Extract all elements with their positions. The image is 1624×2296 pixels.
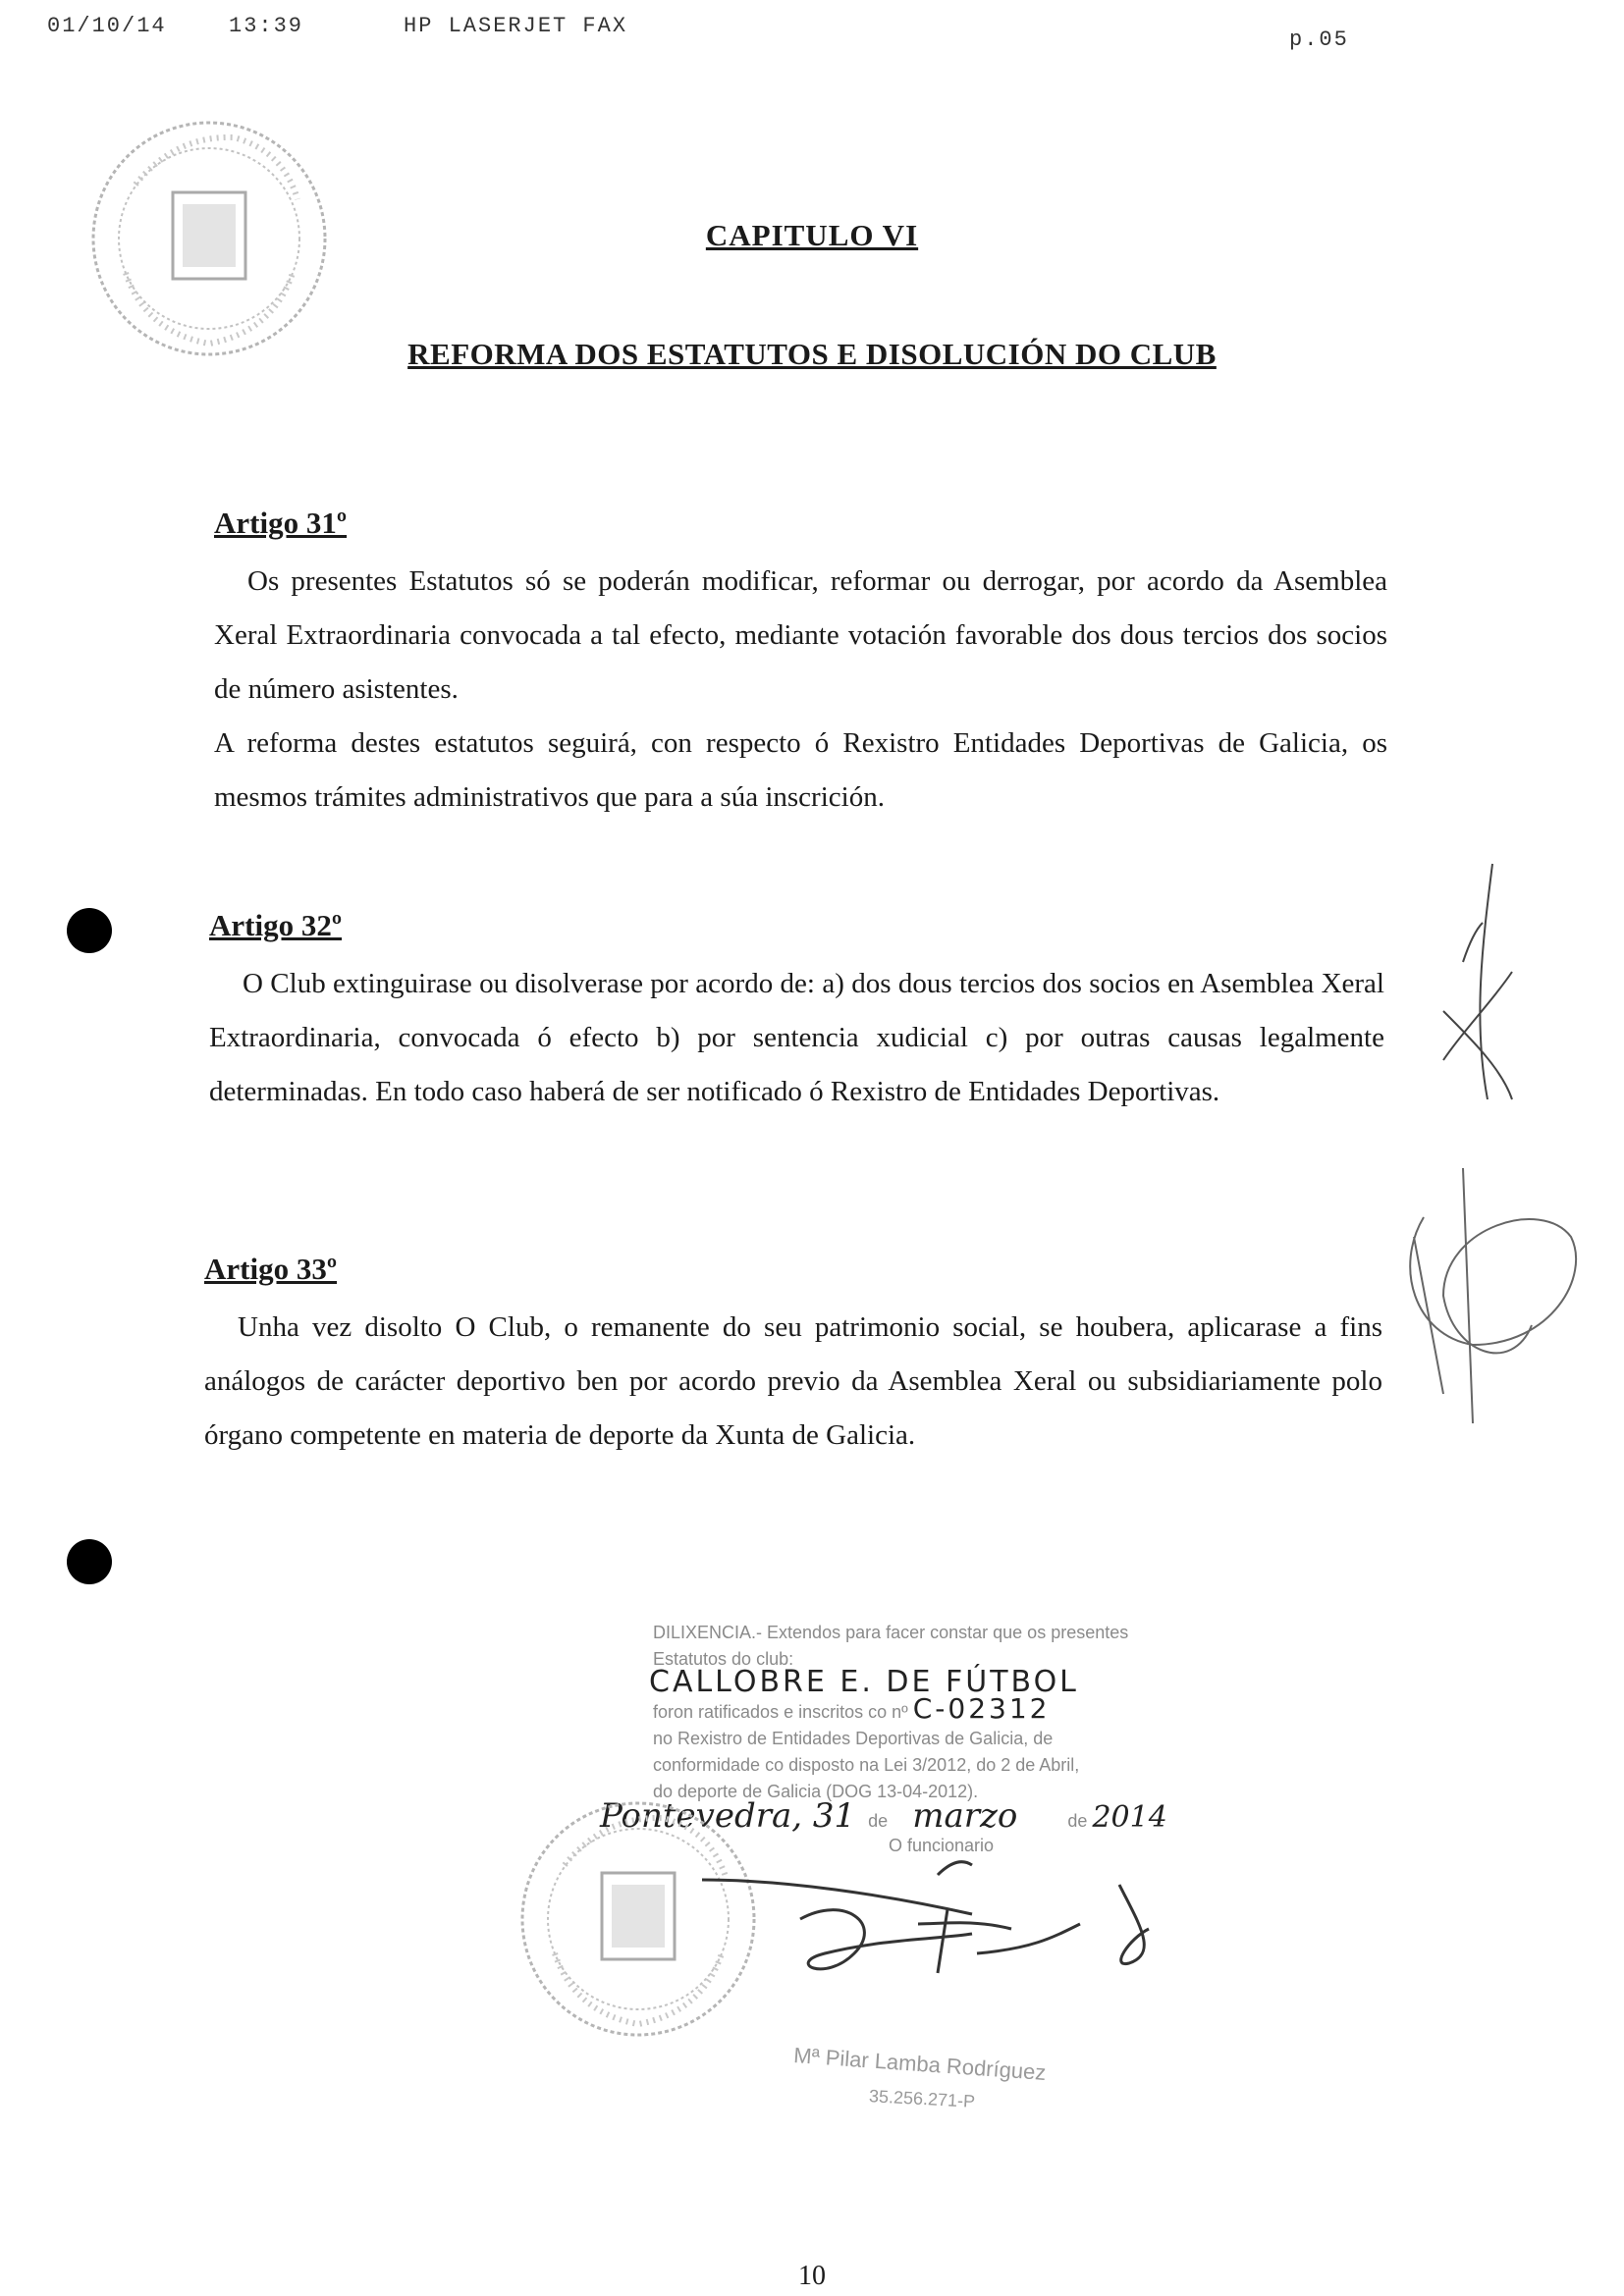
official-label: O funcionario: [889, 1836, 995, 1855]
fax-page: p.05: [1289, 27, 1349, 52]
diligence-line: conformidade co disposto na Lei 3/2012, do 2 de Abril,: [653, 1755, 1080, 1775]
margin-signature-loops: [1410, 1168, 1576, 1423]
fax-device: HP LASERJET FAX: [404, 14, 628, 38]
date-place-handwritten: Pontevedra, 31: [600, 1796, 856, 1836]
page-number: 10: [798, 2261, 826, 2291]
diligence-line: no Rexistro de Entidades Deportivas de Galicia, de: [653, 1729, 1054, 1748]
club-name-handwritten: CALLOBRE E. DE FÚTBOL: [649, 1665, 1079, 1699]
official-signature: [702, 1862, 1149, 1973]
date-month-handwritten: marzo: [912, 1796, 1018, 1836]
article-heading: Artigo 31º: [214, 506, 348, 540]
article-heading: Artigo 32º: [209, 908, 343, 942]
official-seal-stamp-bottom: [515, 1796, 761, 2042]
official-id: 35.256.271-P: [868, 2086, 976, 2111]
binder-hole-bottom: [67, 1539, 112, 1584]
article-paragraph: Os presentes Estatutos só se poderán modificar, reformar ou derrogar, por acordo da Asemblea Xeral Extraordinaria convocada a tal efecto, mediante votación favorable dos dous tercios dos socios de número asistentes.: [214, 565, 1387, 705]
binder-hole-top: [67, 908, 112, 953]
diligence-line: Estatutos do club:: [653, 1649, 794, 1669]
official-name: Mª Pilar Lamba Rodríguez: [792, 2043, 1048, 2085]
fax-time: 13:39: [229, 14, 304, 38]
date-year-handwritten: 2014: [1092, 1800, 1167, 1835]
registration-number-handwritten: C-02312: [912, 1692, 1051, 1725]
margin-initials-signature: [1443, 864, 1512, 1099]
chapter-title: CAPITULO VI: [705, 218, 919, 252]
article-33: [204, 1252, 1382, 1463]
article-31: [214, 506, 1387, 825]
date-de: de: [868, 1811, 889, 1831]
diligence-line: [653, 1692, 1144, 1726]
fax-header: [47, 14, 1624, 53]
article-paragraph: Unha vez disolto O Club, o remanente do seu patrimonio social, se houbera, aplicarase a fins análogos de carácter deportivo ben por acordo previo da Asemblea Xeral ou subsidiariamente polo órgano competente en materia de deporte da Xunta de Galicia.: [204, 1311, 1382, 1451]
article-paragraph: A reforma destes estatutos seguirá, con respecto ó Rexistro Entidades Deportivas de Galicia, os mesmos trámites administrativos que para a súa inscrición.: [214, 727, 1387, 813]
article-paragraph: O Club extinguirase ou disolverase por acordo de: a) dos dous tercios dos socios en Asemblea Xeral Extraordinaria, convocada ó efecto b) por sentencia xudicial c) por outras causas legalmente determinadas. En todo caso haberá de ser notificado ó Rexistro de Entidades Deportivas.: [209, 968, 1384, 1107]
article-heading: Artigo 33º: [204, 1252, 338, 1286]
article-32: [209, 908, 1384, 1119]
fax-date: 01/10/14: [47, 14, 167, 38]
section-title: REFORMA DOS ESTATUTOS E DISOLUCIÓN DO CLUB: [407, 337, 1217, 371]
diligence-line: do deporte de Galicia (DOG 13-04-2012).: [653, 1782, 979, 1801]
date-de: de: [1067, 1811, 1088, 1831]
registration-prefix: foron ratificados e inscritos co nº: [653, 1702, 908, 1722]
diligence-line: DILIXENCIA.- Extendos para facer constar que os presentes: [653, 1623, 1129, 1642]
seal-icon: [515, 1796, 761, 2042]
